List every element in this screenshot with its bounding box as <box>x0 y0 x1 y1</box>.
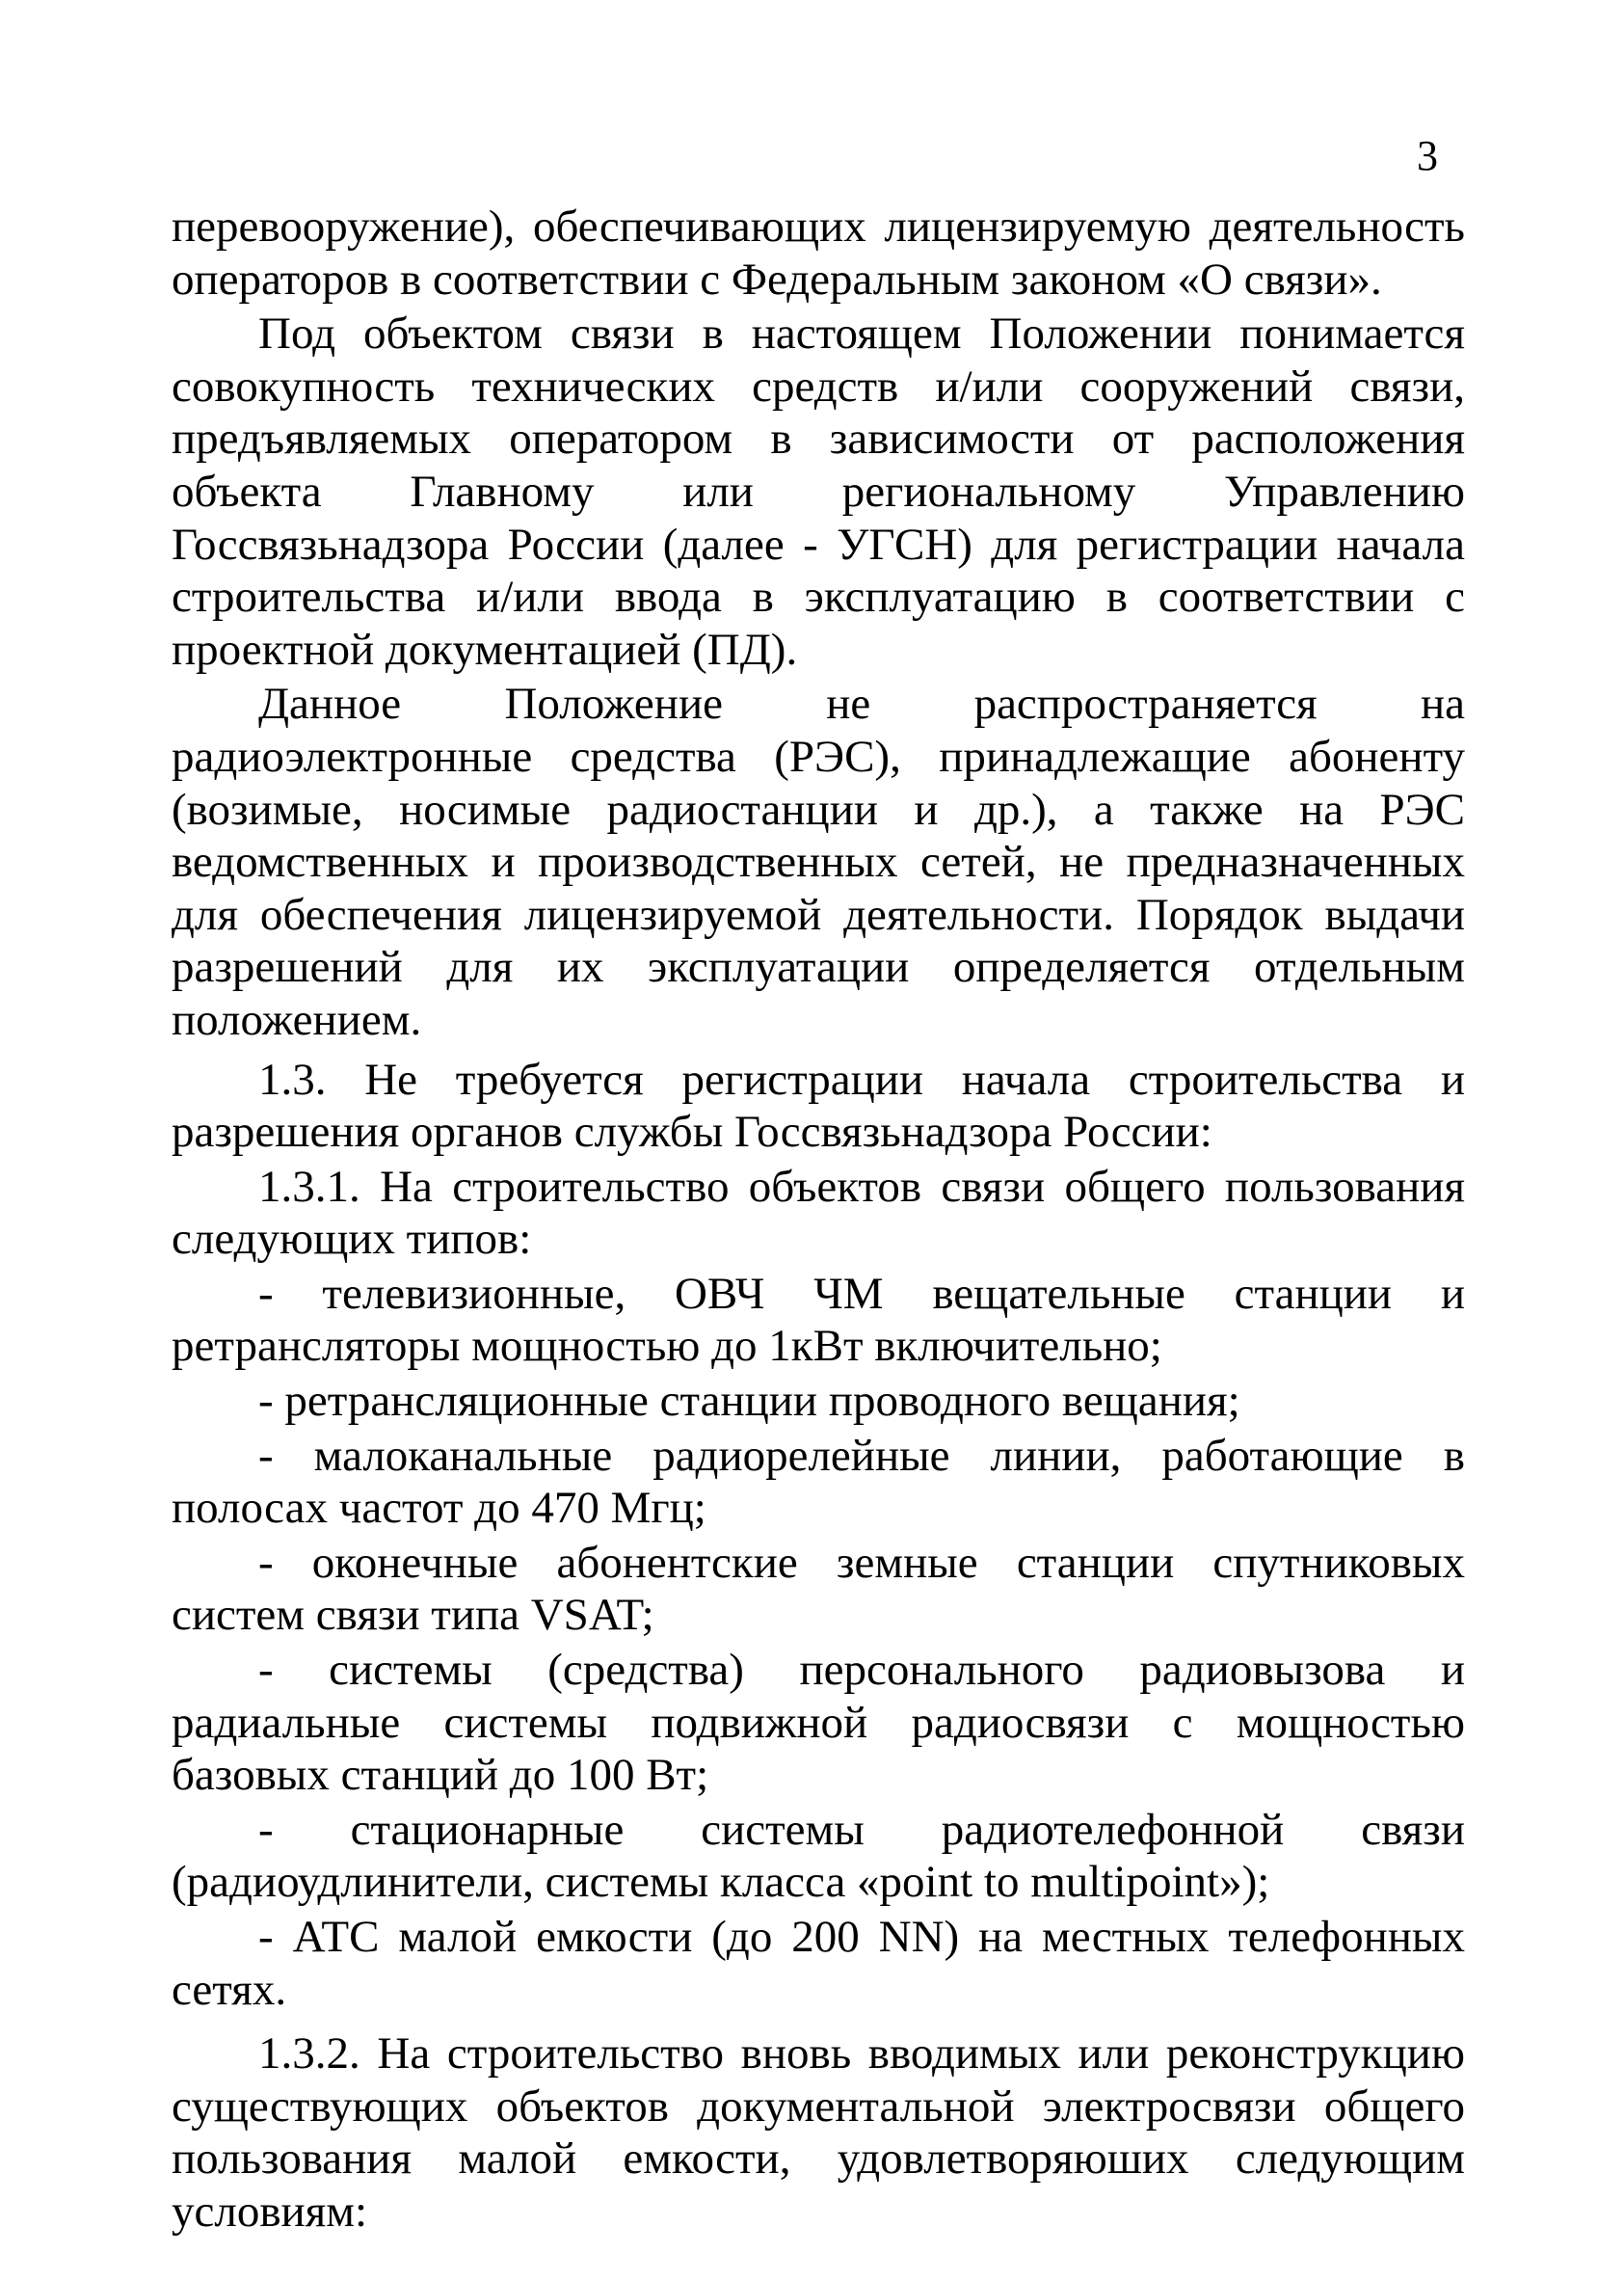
list-item-radio-relay: - малоканальные радиорелейные линии, работающие в полосах частот до 470 Мгц; <box>172 1430 1465 1534</box>
list-item-radiotelephone: - стационарные системы радиотелефонной связи (радиоудлинители, системы класса «point to multipoint»); <box>172 1804 1465 1908</box>
page-number: 3 <box>1417 132 1438 179</box>
paragraph-res-exclusion: Данное Положение не распространяется на радиоэлектронные средства (РЭС), принадлежащие абоненту (возимые, носимые радиостанции и др.), а также на РЭС ведомственных и производственных сетей, не предназначенных для обеспечения лицензируемой деятельности. Порядок выдачи разрешений для их эксплуатации определяется отдельным положением. <box>172 679 1465 1045</box>
paragraph-1-3: 1.3. Не требуется регистрации начала строительства и разрешения органов службы Госсвязьнадзора России: <box>172 1054 1465 1158</box>
paragraph-1-3-1: 1.3.1. На строительство объектов связи общего пользования следующих типов: <box>172 1161 1465 1265</box>
list-item-vsat: - оконечные абонентские земные станции спутниковых систем связи типа VSAT; <box>172 1537 1465 1641</box>
list-item-wire-broadcast: - ретрансляционные станции проводного вещания; <box>258 1376 1240 1427</box>
list-item-paging: - системы (средства) персонального радиовызова и радиальные системы подвижной радиосвязи с мощностью базовых станций до 100 Вт; <box>172 1645 1465 1801</box>
paragraph-1-3-2: 1.3.2. На строительство вновь вводимых или реконструкцию существующих объектов документальной электросвязи общего пользования малой емкости, удовлетворяюших следующим условиям: <box>172 2028 1465 2237</box>
document-body <box>172 201 1465 2239</box>
paragraph-communication-object-definition: Под объектом связи в настоящем Положении понимается совокупность технических средств и/или сооружений связи, предъявляемых оператором в зависимости от расположения объекта Главному или региональному Управлению Госсвязьнадзора России (далее - УГСН) для регистрации начала строительства и/или ввода в эксплуатацию в соответствии с проектной документацией (ПД). <box>172 309 1465 675</box>
list-item-tv-stations: - телевизионные, ОВЧ ЧМ вещательные станции и ретрансляторы мощностью до 1кВт включительно; <box>172 1268 1465 1372</box>
paragraph-continuation: перевооружение), обеспечивающих лицензируемую деятельность операторов в соответствии с Федеральным законом «О связи». <box>172 201 1465 305</box>
list-item-pbx: - АТС малой емкости (до 200 NN) на местных телефонных сетях. <box>172 1912 1465 2015</box>
